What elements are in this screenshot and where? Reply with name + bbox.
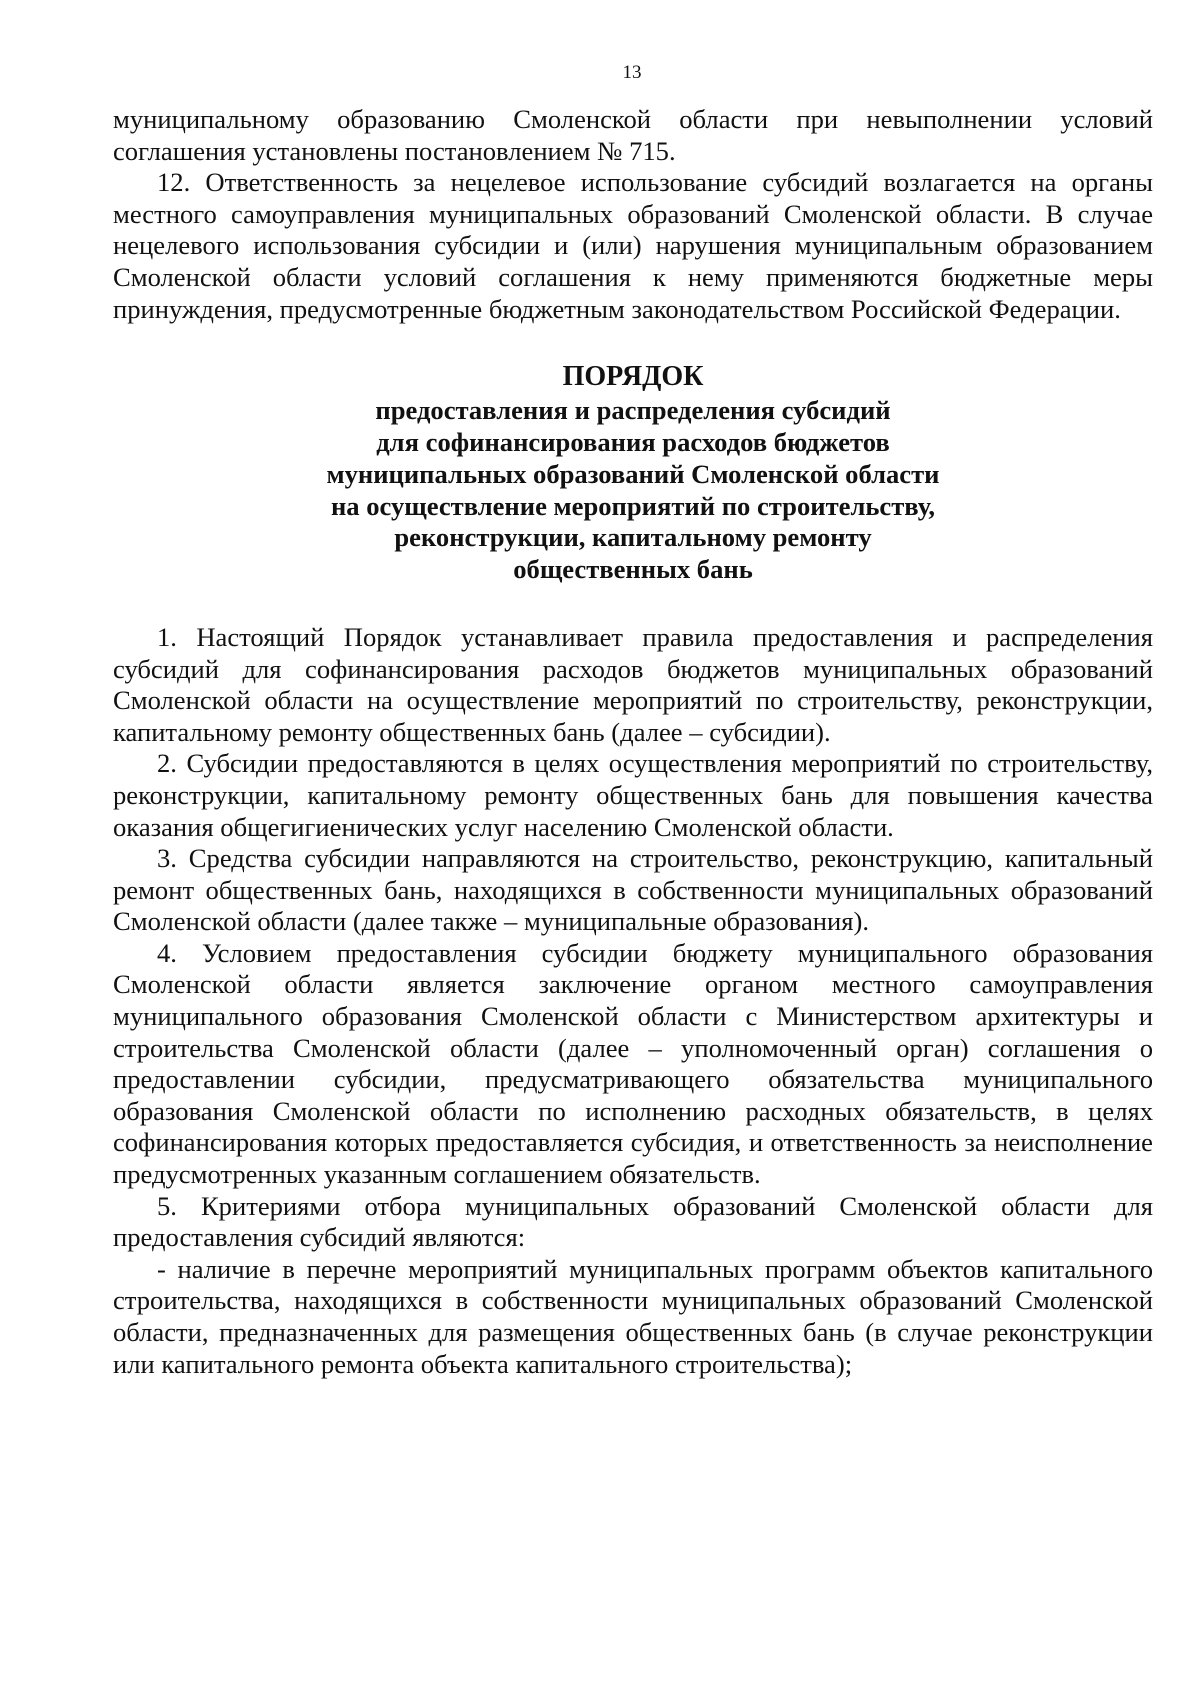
title-line: общественных бань [513,554,753,585]
paragraph-12: 12. Ответственность за нецелевое использование субсидий возлагается на органы местного самоуправления муниципальных образований Смоленской области. В случае нецелевого использования субсидии и (или) нарушения муниципальным образованием Смоленской области условий соглашения к нему применяются бюджетные меры принуждения, предусмотренные бюджетным законодательством Российской Федерации. [113,167,1153,324]
paragraph-5: 5. Критериями отбора муниципальных образований Смоленской области для предоставления субсидий являются: [113,1190,1153,1253]
title-line: предоставления и распределения субсидий [375,395,891,426]
list-item-criterion: - наличие в перечне мероприятий муниципальных программ объектов капитального строительства, находящихся в собственности муниципальных образований Смоленской области, предназначенных для размещения общественных бань (в случае реконструкции или капитального ремонта объекта капитального строительства); [113,1253,1153,1379]
document-body [113,104,1153,1380]
paragraph-continuation: муниципальному образованию Смоленской области при невыполнении условий соглашения установлены постановлением № 715. [113,104,1153,166]
paragraph-1: 1. Настоящий Порядок устанавливает правила предоставления и распределения субсидий для софинансирования расходов бюджетов муниципальных образований Смоленской области на осуществление мероприятий по строительству, реконструкции, капитальному ремонту общественных бань (далее – субсидии). [113,621,1153,747]
paragraph-2: 2. Субсидии предоставляются в целях осуществления мероприятий по строительству, реконструкции, капитальному ремонту общественных бань для повышения качества оказания общегигиенических услуг населению Смоленской области. [113,748,1153,842]
page-number: 13 [622,62,642,83]
title-line: муниципальных образований Смоленской области [326,458,940,489]
paragraph-4: 4. Условием предоставления субсидии бюджету муниципального образования Смоленской области является заключение органом местного самоуправления муниципального образования Смоленской области с Министерством архитектуры и строительства Смоленской области (далее – уполномоченный орган) соглашения о предоставлении субсидии, предусматривающего обязательства муниципального образования Смоленской области по исполнению расходных обязательств, в целях софинансирования которых предоставляется субсидия, и ответственность за неисполнение предусмотренных указанным соглашением обязательств. [113,937,1153,1190]
title-line: для софинансирования расходов бюджетов [376,426,890,457]
title-line: реконструкции, капитальному ремонту [394,522,872,553]
document-title [113,361,1153,586]
title-heading: ПОРЯДОК [562,361,704,393]
paragraph-3: 3. Средства субсидии направляются на строительство, реконструкцию, капитальный ремонт общественных бань, находящихся в собственности муниципальных образований Смоленской области (далее также – муниципальные образования). [113,843,1153,937]
title-line: на осуществление мероприятий по строительству, [330,490,936,521]
